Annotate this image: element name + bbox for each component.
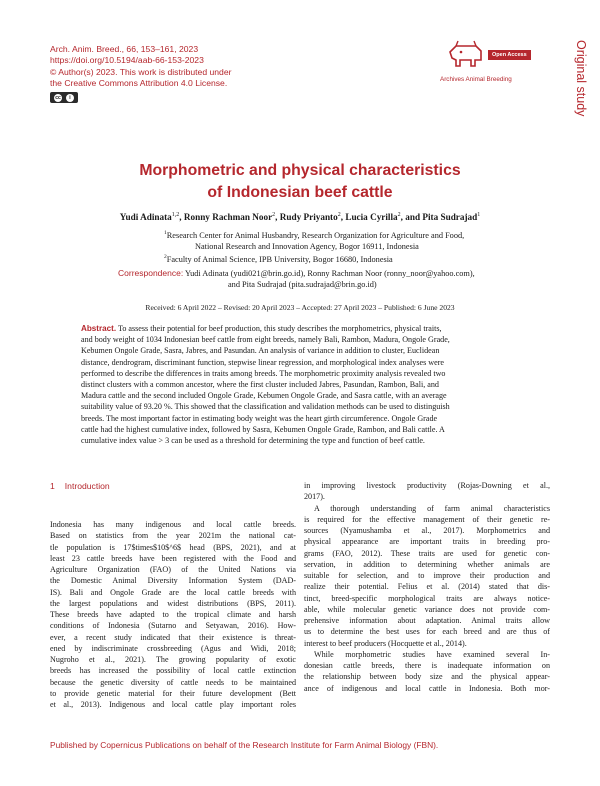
body-line: tle population is 17$times$10$^6$ head (BPS, 2021), and at xyxy=(50,542,296,552)
body-line: is required for the effective management of their genetic re- xyxy=(304,514,550,524)
header-meta xyxy=(50,44,390,89)
author-affiliation: 2 xyxy=(337,212,341,218)
copyright-line-2[interactable]: the Creative Commons Attribution 4.0 License. xyxy=(50,77,228,88)
publication-dates: Received: 6 April 2022 – Revised: 20 April 2023 – Accepted: 27 April 2023 – Published: 6 June 2023 xyxy=(145,303,455,312)
citation: Arch. Anim. Breed., 66, 153–161, 2023 xyxy=(50,44,199,54)
body-line: donesian cattle breeds, there is inadequate information on xyxy=(304,661,550,670)
body-line: A thorough understanding of farm animal characteristics xyxy=(314,503,550,513)
section-title: Introduction xyxy=(64,481,110,491)
body-line: grams (FAO, 2012). These traits are used for genetic con- xyxy=(304,548,550,558)
affiliations xyxy=(164,228,494,265)
body-line: prehensive information about adaptation. Animal traits allow xyxy=(304,616,550,625)
abstract-line: breeds. The most important factor in estimating body weight was the heart girth circumference. Ongole Grade xyxy=(81,413,438,423)
abstract-label: Abstract. xyxy=(81,324,117,333)
body-line: physical appearance are important traits in breeding pro- xyxy=(304,537,550,547)
body-line: Agriculture Organization (FAO) of the United Nations via xyxy=(50,565,296,574)
abstract-line: performed to describe the differences in traits among breeds. The morphometric proximity analysis revealed two xyxy=(81,368,446,378)
body-line: While morphometric studies have examined several In- xyxy=(314,649,550,659)
open-access-badge: Open Access xyxy=(488,50,531,60)
body-line: These breeds have adapted to the tropical climate and harsh xyxy=(50,610,296,619)
author-name: Ronny Rachman Noor xyxy=(183,212,273,223)
author-affiliation: 1 xyxy=(477,212,481,218)
body-line: to provide genetic material for their future development (Bett xyxy=(50,688,296,698)
body-line: able, while molecular genetic variance does not provide com- xyxy=(304,604,550,614)
body-line: ever, a recent study indicated that their existence is threat- xyxy=(50,632,296,642)
body-line: us to determine the best uses for each breed and are thus of xyxy=(304,627,550,637)
author-affiliation: 2 xyxy=(397,212,401,218)
abstract-line: Kebumen Ongole Grade, Sasra, Jabres, and Pasundan. An analysis of variance in addition to cluster, Euclidean xyxy=(81,346,440,356)
body-line: servation, in addition to determining whether animals are xyxy=(304,559,550,569)
correspondence-label: Correspondence: xyxy=(118,268,184,278)
body-line: because the genetic diversity of cattle needs to be maintained xyxy=(50,677,296,687)
body-line: Nugroho et al., 2021). The growing popularity of exotic xyxy=(50,655,296,664)
body-column-right xyxy=(304,480,550,694)
abstract-line: Madura cattle and the second included Ongole Grade, Kebumen Ongole Grade, and Sasra cattle, with an average xyxy=(81,391,447,401)
author-name: Rudy Priyanto xyxy=(279,212,338,223)
section-number: 1 xyxy=(50,481,55,491)
affiliation-1-line-2: National Research and Innovation Agency, Bogor 16911, Indonesia xyxy=(195,241,419,251)
copyright-line-1: © Author(s) 2023. This work is distributed under xyxy=(50,66,232,77)
author-list: Yudi Adinata$^{1,2}$, Ronny Rachman Noor$^2$, Rudy Priyanto$^2$, Lucia Cyrilla$^2$, and Pita Sudrajad$^1$ xyxy=(119,212,481,223)
article-type-label: Original study xyxy=(574,40,588,117)
title-line-2: of Indonesian beef cattle xyxy=(207,184,393,201)
cc-by-icon[interactable]: cc i xyxy=(50,92,78,103)
abstract xyxy=(81,323,519,446)
body-line: interest to beef producers (Hocquette et al., 2014). xyxy=(304,638,467,648)
correspondence-line-2[interactable]: and Pita Sudrajad (pita.sudrajad@brin.go.id) xyxy=(228,280,377,290)
body-line: 2017). xyxy=(304,492,325,502)
body-line: Based on statistics from the year 2021m the national cat- xyxy=(50,531,296,541)
journal-name: Archives Animal Breeding xyxy=(440,76,512,83)
section-heading-introduction xyxy=(50,481,110,491)
abstract-line: distinct clusters with a common ancestor, where the first cluster included Jabres, Pasundan, Rambon, Bali, and xyxy=(81,380,439,390)
affiliation-2: $^2$Faculty of Animal Science, IPB University, Bogor 16680, Indonesia xyxy=(164,254,393,264)
author-name: Yudi Adinata xyxy=(119,212,172,223)
body-line: et al., 2013). Indigenous and local cattle play important roles xyxy=(50,700,296,709)
body-line: the largest populations and widest distributions (BPS, 2011). xyxy=(50,598,296,608)
author-name: Pita Sudrajad xyxy=(422,212,478,223)
body-line: ance of indigenous and local cattle in Indonesia. Both mor- xyxy=(304,683,550,693)
correspondence-line-1: Correspondence: Yudi Adinata (yudi021@brin.go.id), Ronny Rachman Noor (ronny_noor@yahoo.com), xyxy=(118,268,475,278)
body-line: tinct, breed-specific morphological traits are always notice- xyxy=(304,593,550,603)
body-line: the Domestic Animal Diversity Information System (DAD- xyxy=(50,576,296,586)
body-line: in improving livestock productivity (Rojas-Downing et al., xyxy=(304,481,550,490)
body-line: conditions of Indonesia (Sutarno and Setyawan, 2016). How- xyxy=(50,621,296,631)
author-affiliation: 1,2 xyxy=(171,212,180,218)
correspondence xyxy=(118,268,518,290)
abstract-line: distance, dendrogram, discriminant function, stepwise linear regression, and morphological index analyses were xyxy=(81,357,444,367)
body-line: the relationship between body size and the physical appear- xyxy=(304,672,550,682)
abstract-line: cumulative index value > 3 can be used as a threshold for determining the type and function of beef cattle. xyxy=(81,436,425,446)
abstract-line: Abstract. To assess their potential for beef production, this study describes the morphometrics, physical traits, xyxy=(81,324,442,333)
publisher-footer: Published by Copernicus Publications on behalf of the Research Institute for Farm Animal Biology (FBN). xyxy=(50,740,439,750)
body-column-left xyxy=(50,519,296,710)
abstract-line: cattle had the highest cumulative index, followed by Sasra, Kebumen Ongole Grade, Rambon, and Bali cattle. A xyxy=(81,424,445,434)
paper-title xyxy=(0,160,600,204)
body-line: realize their potential. Felius et al. (2014) stated that dis- xyxy=(304,582,550,592)
body-line: sources (Nyamushamba et al., 2017). Morphometrics and xyxy=(304,526,550,535)
abstract-line: and body weight of 1034 Indonesian beef cattle from eight breeds, namely Bali, Rambon, Madura, Ongole Grade, xyxy=(81,335,450,345)
affiliation-1-line-1: $^1$Research Center for Animal Husbandry, Research Organization for Agriculture and Food, xyxy=(164,230,465,240)
cattle-logo-icon xyxy=(448,38,484,72)
author-affiliation: 2 xyxy=(272,212,276,218)
body-line: ened by indiscriminate crossbreeding (Agus and Widi, 2018; xyxy=(50,643,296,653)
body-line: Indonesia has many indigenous and local cattle breeds. xyxy=(50,520,296,529)
body-line: IS). Bali and Ongole Grade are the local cattle breeds with xyxy=(50,587,296,597)
body-line: least 23 cattle breeds have been registered with the Food and xyxy=(50,553,296,563)
journal-logo xyxy=(440,38,560,88)
abstract-line: suitability value of 93.20 %. This showed that the classification and validation methods can be used to distinguish xyxy=(81,402,450,412)
body-line: suitable for selection, and to improve their production and xyxy=(304,571,550,580)
title-line-1: Morphometric and physical characteristics xyxy=(139,162,461,179)
doi-link[interactable]: https://doi.org/10.5194/aab-66-153-2023 xyxy=(50,55,204,66)
body-line: breeds has increased the possibility of local cattle extinction xyxy=(50,666,296,676)
author-name: Lucia Cyrilla xyxy=(345,212,398,223)
